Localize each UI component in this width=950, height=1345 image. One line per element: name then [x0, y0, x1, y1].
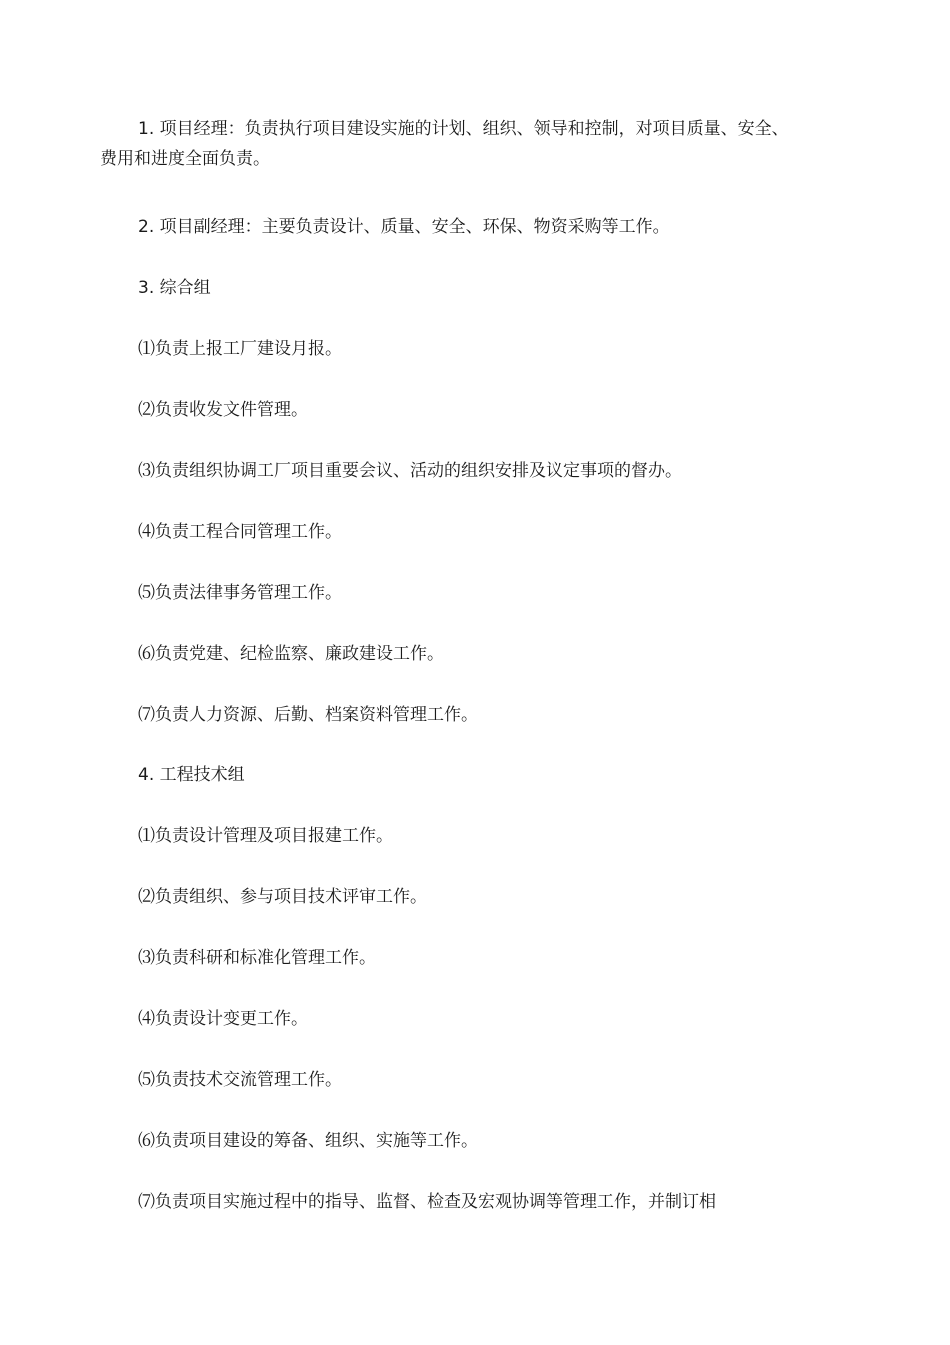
list-item-general-2: ⑵负责收发文件管理。 — [138, 400, 308, 420]
list-item-engineering-6: ⑹负责项目建设的筹备、组织、实施等工作。 — [138, 1131, 478, 1151]
list-item-engineering-1: ⑴负责设计管理及项目报建工作。 — [138, 826, 393, 846]
paragraph-project-manager: 1. 项目经理：负责执行项目建设实施的计划、组织、领导和控制，对项目质量、安全、费用和进度全面负责。 — [100, 119, 789, 169]
list-item-general-3: ⑶负责组织协调工厂项目重要会议、活动的组织安排及议定事项的督办。 — [138, 461, 682, 481]
list-item-engineering-4: ⑷负责设计变更工作。 — [138, 1009, 308, 1029]
list-item-engineering-2: ⑵负责组织、参与项目技术评审工作。 — [138, 887, 427, 907]
list-item-general-1: ⑴负责上报工厂建设月报。 — [138, 339, 342, 359]
list-item-general-5: ⑸负责法律事务管理工作。 — [138, 583, 342, 603]
list-item-general-6: ⑹负责党建、纪检监察、廉政建设工作。 — [138, 644, 444, 664]
heading-general-group: 3. 综合组 — [138, 278, 211, 298]
heading-engineering-group: 4. 工程技术组 — [138, 765, 245, 785]
list-item-general-4: ⑷负责工程合同管理工作。 — [138, 522, 342, 542]
list-item-engineering-7: ⑺负责项目实施过程中的指导、监督、检查及宏观协调等管理工作，并制订相 — [138, 1192, 716, 1212]
paragraph-deputy-manager: 2. 项目副经理：主要负责设计、质量、安全、环保、物资采购等工作。 — [138, 217, 670, 237]
list-item-general-7: ⑺负责人力资源、后勤、档案资料管理工作。 — [138, 705, 478, 725]
list-item-engineering-3: ⑶负责科研和标准化管理工作。 — [138, 948, 376, 968]
list-item-engineering-5: ⑸负责技术交流管理工作。 — [138, 1070, 342, 1090]
